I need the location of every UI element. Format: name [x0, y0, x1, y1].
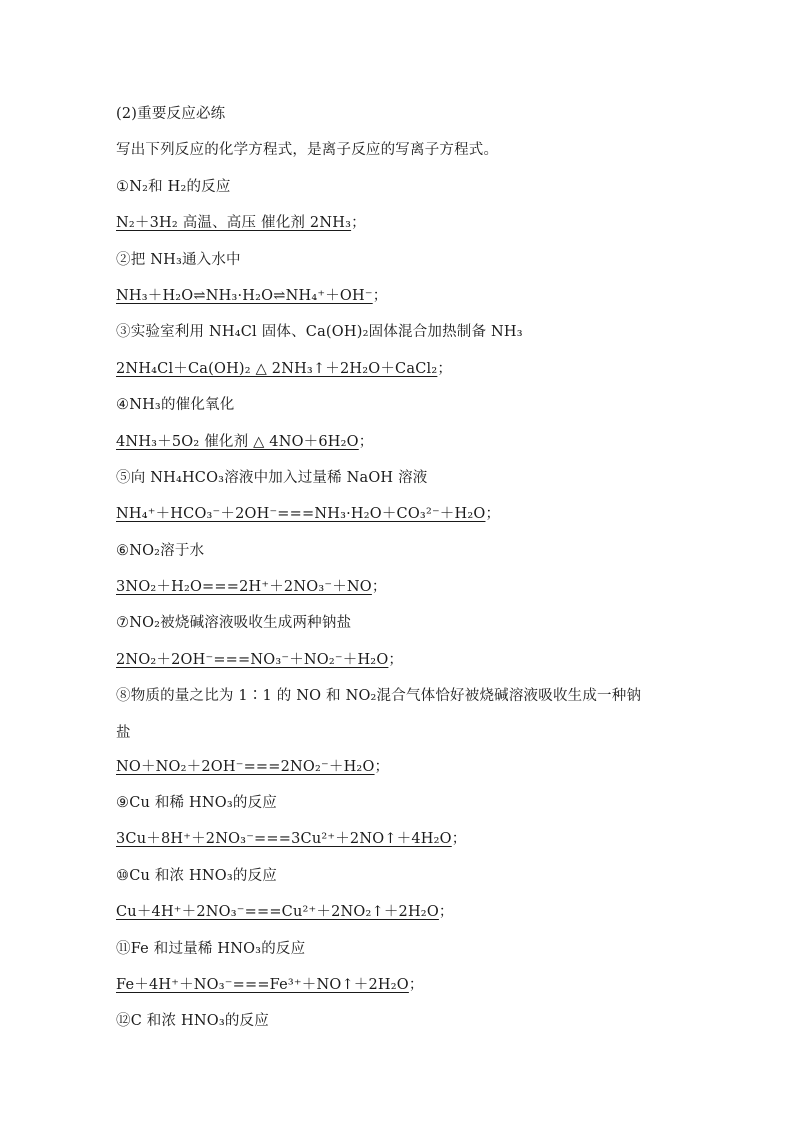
- equation-end: ；: [358, 433, 374, 450]
- equation-end: ；: [371, 579, 387, 596]
- equation: [116, 424, 696, 460]
- equation-text: N₂＋3H₂ 高温、高压 催化剂 2NH₃: [116, 215, 352, 232]
- section-intro: 写出下列反应的化学方程式，是离子反应的写离子方程式。: [116, 142, 499, 159]
- equation-end: ；: [374, 758, 390, 775]
- equation-end: ；: [388, 651, 404, 668]
- item-title: ①N₂和 H₂的反应: [116, 178, 231, 195]
- item-title: ⑨Cu 和稀 HNO₃的反应: [116, 795, 277, 812]
- equation-end: ；: [438, 904, 454, 921]
- equation-text: NO＋NO₂＋2OH⁻===2NO₂⁻＋H₂O: [116, 758, 375, 775]
- section-heading: (2)重要反应必练: [116, 106, 226, 122]
- item-title: ⑩Cu 和浓 HNO₃的反应: [116, 867, 277, 884]
- item-title: ②把 NH₃通入水中: [116, 251, 241, 268]
- item-title-continued: 盐: [116, 724, 131, 741]
- equation: [116, 642, 696, 678]
- equation: [116, 496, 696, 532]
- equation-end: ；: [451, 831, 467, 848]
- equation-end: ；: [372, 287, 388, 304]
- item-title: ③实验室利用 NH₄Cl 固体、Ca(OH)₂固体混合加热制备 NH₃: [116, 324, 523, 341]
- equation: [116, 278, 696, 314]
- equation-text: 3Cu＋8H⁺＋2NO₃⁻===3Cu²⁺＋2NO↑＋4H₂O: [116, 831, 452, 848]
- equation: [116, 967, 696, 1003]
- item-title: ⑤向 NH₄HCO₃溶液中加入过量稀 NaOH 溶液: [116, 469, 428, 486]
- equation: [116, 749, 696, 785]
- document-page: [116, 96, 696, 1040]
- item-title: ⑪Fe 和过量稀 HNO₃的反应: [116, 940, 306, 957]
- equation: [116, 569, 696, 605]
- item-title: ⑧物质的量之比为 1∶1 的 NO 和 NO₂混合气体恰好被烧碱溶液吸收生成一种钠: [116, 688, 642, 705]
- equation: [116, 351, 696, 387]
- equation-end: ；: [485, 506, 501, 523]
- equation: [116, 205, 696, 241]
- equation: [116, 894, 696, 930]
- equation-text: 3NO₂＋H₂O===2H⁺＋2NO₃⁻＋NO: [116, 579, 372, 596]
- item-title: ④NH₃的催化氧化: [116, 397, 235, 414]
- item-title: ⑫C 和浓 HNO₃的反应: [116, 1013, 269, 1030]
- equation-text: Fe＋4H⁺＋NO₃⁻===Fe³⁺＋NO↑＋2H₂O: [116, 976, 409, 993]
- equation-end: ；: [408, 976, 424, 993]
- equation-text: 2NH₄Cl＋Ca(OH)₂ △ 2NH₃↑＋2H₂O＋CaCl₂: [116, 360, 438, 377]
- equation-end: ；: [437, 360, 453, 377]
- equation-end: ；: [351, 215, 366, 232]
- equation-text: Cu＋4H⁺＋2NO₃⁻===Cu²⁺＋2NO₂↑＋2H₂O: [116, 904, 439, 921]
- equation-text: NH₃＋H₂O⇌NH₃·H₂O⇌NH₄⁺＋OH⁻: [116, 287, 373, 304]
- equation-text: 2NO₂＋2OH⁻===NO₃⁻＋NO₂⁻＋H₂O: [116, 651, 389, 668]
- equation-text: NH₄⁺＋HCO₃⁻＋2OH⁻===NH₃·H₂O＋CO₃²⁻＋H₂O: [116, 506, 486, 523]
- item-title: ⑦NO₂被烧碱溶液吸收生成两种钠盐: [116, 615, 352, 632]
- equation: [116, 821, 696, 857]
- equation-text: 4NH₃＋5O₂ 催化剂 △ 4NO＋6H₂O: [116, 433, 359, 450]
- item-title: ⑥NO₂溶于水: [116, 542, 205, 559]
